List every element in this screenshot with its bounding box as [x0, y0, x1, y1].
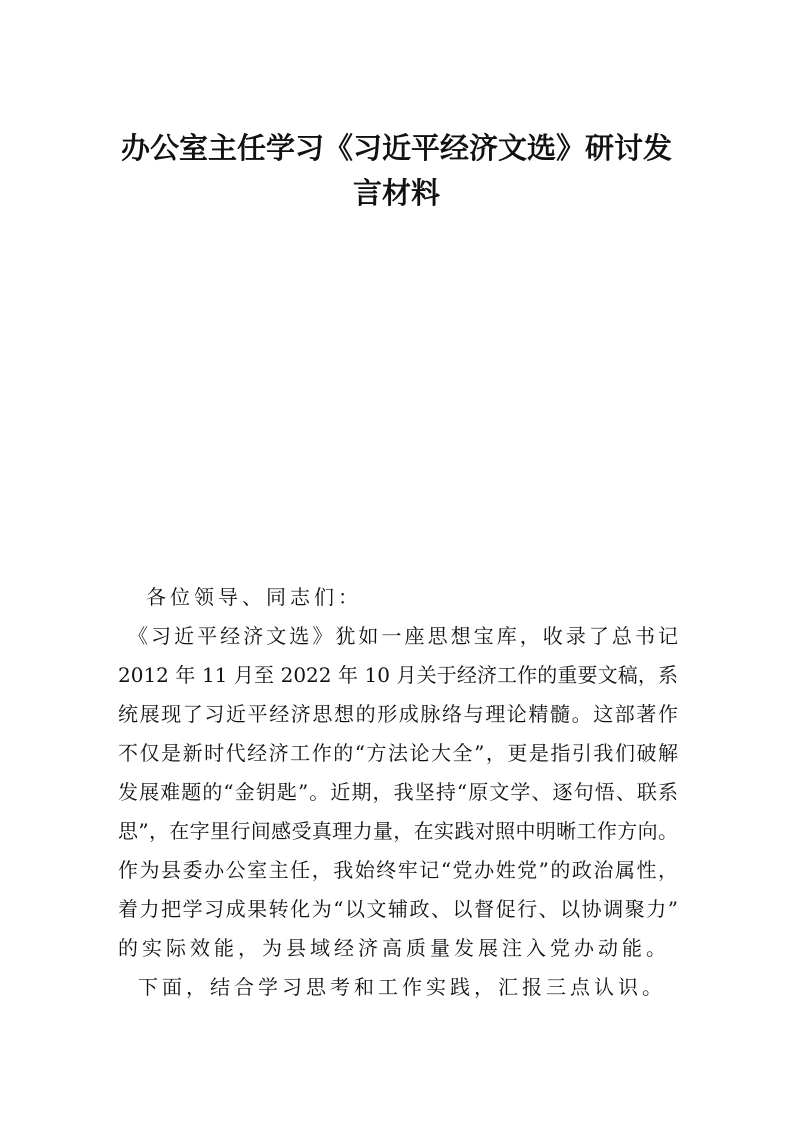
text-line: 统展现了习近平经济思想的形成脉络与理论精髓。这部著作 [118, 702, 678, 726]
paragraph-intro [118, 617, 678, 968]
document-body [118, 578, 678, 1007]
text-line: 各位领导、同志们： [146, 585, 362, 609]
text-line: 不仅是新时代经济工作的“方法论大全”，更是指引我们破解 [118, 741, 678, 765]
text-line: 思”，在字里行间感受真理力量，在实践对照中明晰工作方向。 [118, 819, 678, 843]
text-line: 作为县委办公室主任，我始终牢记“党办姓党”的政治属性， [118, 858, 678, 882]
text-line: 《习近平经济文选》犹如一座思想宝库，收录了总书记 [128, 624, 678, 648]
paragraph-salutation [118, 578, 678, 617]
document-title [100, 126, 693, 216]
title-line-1: 办公室主任学习《习近平经济文选》研讨发 [120, 131, 672, 165]
paragraph-transition [118, 968, 678, 1007]
text-line: 2012 年 11 月至 2022 年 10 月关于经济工作的重要文稿，系 [118, 663, 678, 687]
text-line: 下面，结合学习思考和工作实践，汇报三点认识。 [138, 975, 666, 999]
text-line: 发展难题的“金钥匙”。近期，我坚持“原文学、逐句悟、联系 [118, 780, 678, 804]
text-line: 的实际效能，为县域经济高质量发展注入党办动能。 [118, 936, 670, 960]
text-line: 着力把学习成果转化为“以文辅政、以督促行、以协调聚力” [118, 897, 678, 921]
title-line-2: 言材料 [352, 176, 440, 210]
